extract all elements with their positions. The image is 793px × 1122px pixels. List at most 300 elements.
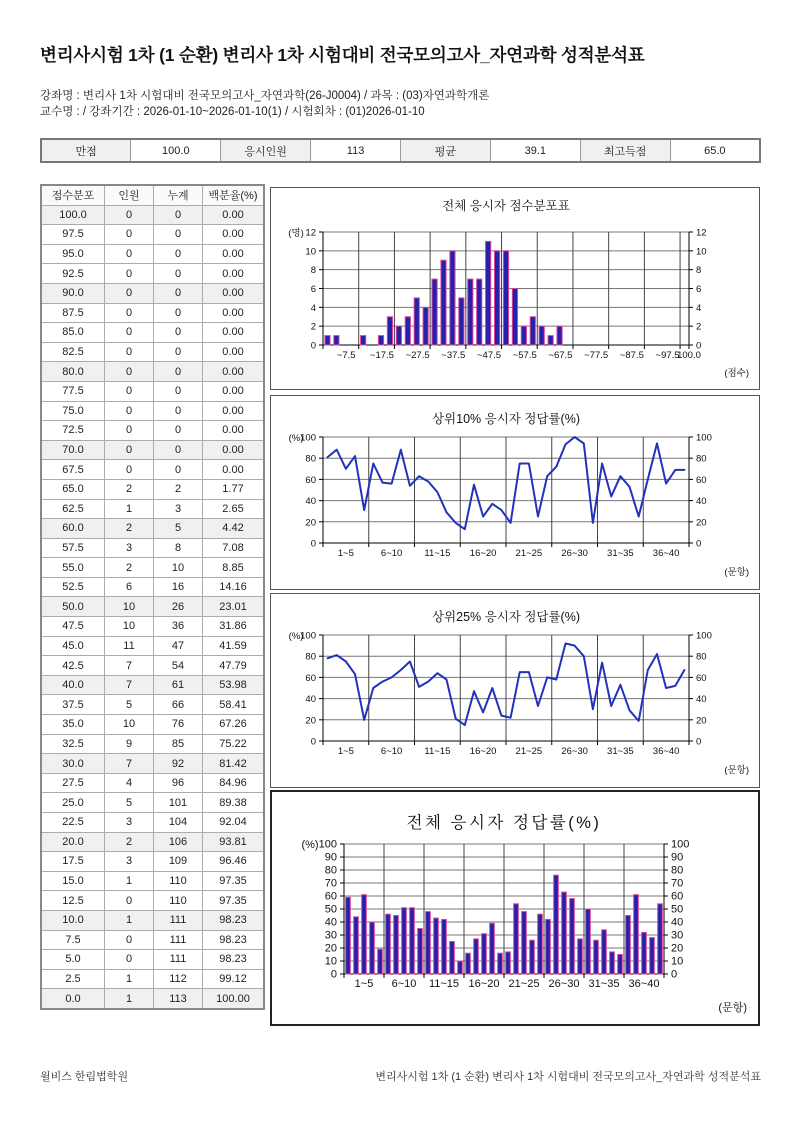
- score-table-cell: 5: [154, 519, 203, 539]
- svg-text:20: 20: [671, 942, 684, 955]
- score-table-cell: 92.04: [203, 813, 265, 833]
- score-table-cell: 0.00: [203, 381, 265, 401]
- bar: [626, 916, 631, 975]
- bar: [538, 914, 543, 974]
- bar: [658, 904, 663, 974]
- col-header-score-range: 점수분포: [41, 185, 105, 205]
- bar: [486, 241, 491, 345]
- y-unit-label: (%): [301, 839, 319, 851]
- bar: [477, 279, 482, 345]
- summary-label-top-score: 최고득점: [580, 139, 670, 162]
- svg-text:21~25: 21~25: [508, 978, 540, 990]
- score-table-row: [41, 891, 264, 911]
- score-table-cell: 0: [154, 460, 203, 480]
- score-table-cell: 4.42: [203, 519, 265, 539]
- bar: [441, 260, 446, 345]
- score-table-row: [41, 264, 264, 284]
- score-table-cell: 0: [154, 283, 203, 303]
- score-table-row: [41, 852, 264, 872]
- svg-text:~57.5: ~57.5: [512, 350, 537, 361]
- svg-text:0: 0: [310, 340, 316, 352]
- score-table-cell: 0: [105, 950, 154, 970]
- svg-text:11~15: 11~15: [428, 978, 460, 990]
- score-table-cell: 0: [105, 323, 154, 343]
- footer-academy-name: 윌비스 한림법학원: [40, 1071, 129, 1083]
- score-table-cell: 36: [154, 617, 203, 637]
- svg-text:16~20: 16~20: [469, 548, 497, 559]
- score-table-cell: 7: [105, 656, 154, 676]
- svg-text:4: 4: [310, 302, 316, 314]
- bar: [459, 298, 464, 345]
- score-table-cell: 3: [105, 813, 154, 833]
- bar: [578, 939, 583, 974]
- score-table-cell: 76: [154, 715, 203, 735]
- bar: [387, 317, 392, 345]
- svg-text:90: 90: [671, 851, 684, 864]
- svg-text:70: 70: [324, 877, 337, 890]
- score-table-cell: 9: [105, 734, 154, 754]
- score-table-cell: 10.0: [41, 910, 105, 930]
- vertical-gridlines: [369, 437, 644, 543]
- score-table-cell: 0: [154, 264, 203, 284]
- score-table-row: [41, 832, 264, 852]
- score-table-cell: 109: [154, 852, 203, 872]
- score-table-cell: 110: [154, 891, 203, 911]
- score-table-row: [41, 283, 264, 303]
- score-table-cell: 0: [154, 342, 203, 362]
- score-table-cell: 77.5: [41, 381, 105, 401]
- bar: [394, 916, 399, 975]
- summary-value-top-score: 65.0: [670, 139, 760, 162]
- bar: [334, 336, 339, 345]
- svg-text:80: 80: [696, 453, 707, 465]
- svg-text:~97.5: ~97.5: [655, 350, 680, 361]
- bar: [494, 251, 499, 345]
- bar: [362, 895, 367, 974]
- course-meta: [40, 89, 762, 120]
- svg-text:~87.5: ~87.5: [619, 350, 644, 361]
- score-table-row: [41, 499, 264, 519]
- score-table-cell: 97.35: [203, 871, 265, 891]
- score-table-cell: 99.12: [203, 969, 265, 989]
- exam-info-line: 교수명 : / 강좌기간 : 2026-01-10~2026-01-10(1) / 시험회차 : (01)2026-01-10: [40, 105, 425, 118]
- score-table-cell: 0: [105, 381, 154, 401]
- score-table-cell: 26: [154, 597, 203, 617]
- svg-text:~17.5: ~17.5: [369, 350, 394, 361]
- score-table-cell: 93.81: [203, 832, 265, 852]
- bars: [325, 241, 562, 345]
- bar: [548, 336, 553, 345]
- score-table-cell: 0: [154, 225, 203, 245]
- score-table-cell: 65.0: [41, 479, 105, 499]
- bar: [450, 251, 455, 345]
- y-unit-label: (%): [288, 433, 304, 444]
- score-table-row: [41, 754, 264, 774]
- score-table-cell: 20.0: [41, 832, 105, 852]
- score-table-cell: 0: [154, 440, 203, 460]
- score-table-cell: 106: [154, 832, 203, 852]
- score-table-cell: 0: [105, 440, 154, 460]
- score-table-cell: 5: [105, 793, 154, 813]
- score-table-row: [41, 636, 264, 656]
- bar: [474, 939, 479, 974]
- score-table-cell: 41.59: [203, 636, 265, 656]
- bar: [539, 326, 544, 345]
- score-table-cell: 0: [105, 401, 154, 421]
- summary-label-num-examinees: 응시인원: [221, 139, 311, 162]
- score-table-cell: 60.0: [41, 519, 105, 539]
- score-table-cell: 3: [105, 852, 154, 872]
- score-table-cell: 89.38: [203, 793, 265, 813]
- svg-text:40: 40: [696, 694, 707, 706]
- score-table-cell: 10: [105, 597, 154, 617]
- score-table-cell: 75.0: [41, 401, 105, 421]
- bar: [546, 919, 551, 974]
- bar: [432, 279, 437, 345]
- svg-text:21~25: 21~25: [515, 548, 543, 559]
- svg-text:70: 70: [671, 877, 684, 890]
- summary-label-average: 평균: [401, 139, 491, 162]
- svg-text:1~5: 1~5: [337, 746, 354, 757]
- summary-value-num-examinees: 113: [311, 139, 401, 162]
- bar: [490, 923, 495, 974]
- svg-text:60: 60: [696, 672, 707, 684]
- x-unit-label: (문항): [724, 567, 749, 578]
- bar: [512, 289, 517, 346]
- course-info-line: 강좌명 : 변리사 1차 시험대비 전국모의고사_자연과학(26-J0004) / 과목 : (03)자연과학개론: [40, 90, 490, 102]
- bar: [503, 251, 508, 345]
- bar: [586, 909, 591, 974]
- score-table-cell: 2.5: [41, 969, 105, 989]
- score-table-cell: 22.5: [41, 813, 105, 833]
- score-table-cell: 0: [105, 264, 154, 284]
- overall-accuracy-bar-chart: [272, 792, 760, 1024]
- svg-text:20: 20: [305, 715, 316, 727]
- svg-text:31~35: 31~35: [607, 746, 634, 757]
- score-table-cell: 98.23: [203, 950, 265, 970]
- score-table-cell: 30.0: [41, 754, 105, 774]
- score-table-row: [41, 773, 264, 793]
- score-table-cell: 0: [105, 362, 154, 382]
- score-table-cell: 42.5: [41, 656, 105, 676]
- svg-text:11~15: 11~15: [424, 746, 451, 757]
- chart-title: 상위10% 응시자 정답률(%): [431, 412, 581, 426]
- score-table-row: [41, 205, 264, 225]
- svg-text:6: 6: [310, 284, 316, 295]
- bar: [410, 908, 415, 974]
- chart-box-score-distribution: [270, 187, 760, 390]
- bar: [650, 938, 655, 974]
- score-table-cell: 67.26: [203, 715, 265, 735]
- score-table-cell: 2: [105, 479, 154, 499]
- svg-text:100.0: 100.0: [677, 350, 701, 361]
- score-table-cell: 113: [154, 989, 203, 1009]
- score-table-cell: 0: [105, 421, 154, 441]
- bar: [570, 899, 575, 974]
- svg-text:60: 60: [324, 890, 337, 903]
- score-table-cell: 97.5: [41, 225, 105, 245]
- score-table-cell: 112: [154, 969, 203, 989]
- svg-text:~37.5: ~37.5: [441, 350, 466, 361]
- score-table-cell: 11: [105, 636, 154, 656]
- svg-text:4: 4: [696, 302, 702, 314]
- score-table-cell: 16: [154, 577, 203, 597]
- score-table-cell: 0.00: [203, 244, 265, 264]
- svg-text:50: 50: [324, 903, 337, 916]
- bar: [554, 875, 559, 974]
- page-footer: [40, 1068, 761, 1084]
- bar: [442, 919, 447, 974]
- score-table-cell: 47.5: [41, 617, 105, 637]
- x-unit-label: (점수): [724, 368, 749, 379]
- bar: [634, 895, 639, 974]
- score-table-cell: 100.00: [203, 989, 265, 1009]
- score-table-row: [41, 950, 264, 970]
- score-table-cell: 98.23: [203, 910, 265, 930]
- svg-text:6~10: 6~10: [391, 978, 417, 990]
- score-table-cell: 67.5: [41, 460, 105, 480]
- score-table-cell: 2: [105, 558, 154, 578]
- svg-text:12: 12: [696, 227, 707, 239]
- score-table-cell: 12.5: [41, 891, 105, 911]
- bar: [370, 922, 375, 974]
- score-table-cell: 0: [105, 205, 154, 225]
- score-table-row: [41, 362, 264, 382]
- chart-box-top25-accuracy: [270, 593, 760, 788]
- score-table-row: [41, 323, 264, 343]
- score-table-row: [41, 871, 264, 891]
- svg-text:26~30: 26~30: [561, 746, 588, 757]
- score-table-row: [41, 244, 264, 264]
- svg-text:0: 0: [330, 968, 337, 981]
- score-table-cell: 0.0: [41, 989, 105, 1009]
- svg-text:1~5: 1~5: [354, 978, 374, 990]
- score-table-cell: 95.0: [41, 244, 105, 264]
- score-table-cell: 3: [154, 499, 203, 519]
- score-table-row: [41, 930, 264, 950]
- score-table-cell: 8: [154, 538, 203, 558]
- score-table-row: [41, 558, 264, 578]
- svg-text:26~30: 26~30: [561, 548, 588, 559]
- score-table-cell: 47.79: [203, 656, 265, 676]
- score-table-cell: 92: [154, 754, 203, 774]
- svg-text:100: 100: [696, 630, 712, 642]
- svg-text:100: 100: [318, 838, 337, 851]
- bar: [530, 317, 535, 345]
- summary-label-max-score: 만점: [41, 139, 131, 162]
- svg-text:1~5: 1~5: [337, 548, 354, 559]
- svg-text:50: 50: [671, 903, 684, 916]
- bar: [521, 326, 526, 345]
- col-header-percentile: 백분율(%): [203, 185, 265, 205]
- score-table-cell: 0: [154, 421, 203, 441]
- page-title: 변리사시험 1차 (1 순환) 변리사 1차 시험대비 전국모의고사_자연과학 성적분석표: [40, 45, 645, 65]
- svg-text:20: 20: [324, 942, 337, 955]
- score-table-cell: 98.23: [203, 930, 265, 950]
- score-table-cell: 82.5: [41, 342, 105, 362]
- score-table-cell: 5: [105, 695, 154, 715]
- bar: [423, 307, 428, 345]
- charts-column: [270, 187, 760, 1026]
- score-table-cell: 15.0: [41, 871, 105, 891]
- score-table-cell: 57.5: [41, 538, 105, 558]
- score-table-cell: 0: [105, 930, 154, 950]
- col-header-cumulative: 누계: [154, 185, 203, 205]
- score-distribution-histogram: [271, 188, 759, 389]
- svg-text:10: 10: [671, 955, 684, 968]
- bar: [378, 336, 383, 345]
- bar: [466, 953, 471, 974]
- svg-text:80: 80: [696, 651, 707, 663]
- bar: [498, 953, 503, 974]
- score-table-cell: 0: [105, 225, 154, 245]
- score-table-cell: 111: [154, 930, 203, 950]
- score-table-cell: 61: [154, 675, 203, 695]
- score-table-cell: 50.0: [41, 597, 105, 617]
- score-table-row: [41, 519, 264, 539]
- svg-text:0: 0: [696, 538, 702, 550]
- svg-text:12: 12: [305, 227, 316, 239]
- score-table-cell: 0.00: [203, 303, 265, 323]
- score-table-cell: 84.96: [203, 773, 265, 793]
- bar: [594, 940, 599, 974]
- svg-text:90: 90: [324, 851, 337, 864]
- svg-text:6~10: 6~10: [380, 548, 403, 559]
- score-table-cell: 0: [154, 362, 203, 382]
- svg-text:26~30: 26~30: [548, 978, 580, 990]
- bar: [418, 929, 423, 975]
- svg-text:60: 60: [671, 890, 684, 903]
- score-table-cell: 80.0: [41, 362, 105, 382]
- svg-text:100: 100: [300, 630, 316, 642]
- svg-text:16~20: 16~20: [468, 978, 500, 990]
- score-table-cell: 2: [105, 519, 154, 539]
- svg-text:0: 0: [310, 736, 316, 748]
- bar: [506, 952, 511, 974]
- score-table-cell: 0.00: [203, 205, 265, 225]
- score-table-cell: 10: [154, 558, 203, 578]
- score-table-cell: 0: [105, 283, 154, 303]
- score-table-cell: 2: [154, 479, 203, 499]
- svg-text:10: 10: [305, 246, 316, 258]
- chart-box-top10-accuracy: [270, 395, 760, 590]
- score-table-cell: 31.86: [203, 617, 265, 637]
- svg-text:6~10: 6~10: [380, 746, 403, 757]
- score-table-row: [41, 538, 264, 558]
- bar: [522, 912, 527, 974]
- svg-text:80: 80: [671, 864, 684, 877]
- score-table-row: [41, 989, 264, 1009]
- x-unit-label: (문항): [724, 765, 749, 776]
- svg-text:80: 80: [305, 651, 316, 663]
- score-table-cell: 45.0: [41, 636, 105, 656]
- score-table-cell: 104: [154, 813, 203, 833]
- score-table-cell: 10: [105, 617, 154, 637]
- score-table-row: [41, 225, 264, 245]
- score-table-cell: 0.00: [203, 362, 265, 382]
- score-table-cell: 0: [154, 205, 203, 225]
- score-table-cell: 32.5: [41, 734, 105, 754]
- score-table-cell: 0.00: [203, 440, 265, 460]
- score-table-cell: 47: [154, 636, 203, 656]
- summary-table: [40, 138, 761, 163]
- bar: [414, 298, 419, 345]
- score-table-cell: 90.0: [41, 283, 105, 303]
- score-table-cell: 111: [154, 910, 203, 930]
- score-table-cell: 53.98: [203, 675, 265, 695]
- score-table-cell: 8.85: [203, 558, 265, 578]
- score-table-row: [41, 597, 264, 617]
- bar: [434, 918, 439, 974]
- score-table-cell: 0: [105, 891, 154, 911]
- score-table-row: [41, 342, 264, 362]
- svg-text:40: 40: [305, 496, 316, 508]
- svg-text:0: 0: [696, 736, 702, 748]
- score-table-cell: 1: [105, 871, 154, 891]
- score-table-cell: 0.00: [203, 421, 265, 441]
- bar: [610, 952, 615, 974]
- bar: [405, 317, 410, 345]
- svg-text:40: 40: [324, 916, 337, 929]
- score-table-cell: 62.5: [41, 499, 105, 519]
- score-table-cell: 0: [105, 303, 154, 323]
- score-table-cell: 2.65: [203, 499, 265, 519]
- score-table-row: [41, 401, 264, 421]
- score-table-cell: 66: [154, 695, 203, 715]
- svg-text:16~20: 16~20: [469, 746, 497, 757]
- svg-text:10: 10: [324, 955, 337, 968]
- bar: [361, 336, 366, 345]
- score-table-row: [41, 793, 264, 813]
- score-distribution-table: [40, 184, 265, 1010]
- score-table-cell: 97.35: [203, 891, 265, 911]
- bar: [346, 897, 351, 974]
- score-table-cell: 96.46: [203, 852, 265, 872]
- chart-title: 전체 응시자 점수분포표: [442, 199, 570, 213]
- score-table-header-row: [41, 185, 264, 205]
- score-table-cell: 25.0: [41, 793, 105, 813]
- score-table-cell: 0.00: [203, 225, 265, 245]
- score-table-cell: 0: [154, 303, 203, 323]
- svg-text:~47.5: ~47.5: [477, 350, 502, 361]
- score-table-cell: 0: [154, 401, 203, 421]
- summary-value-max-score: 100.0: [131, 139, 221, 162]
- bar: [325, 336, 330, 345]
- svg-text:60: 60: [305, 672, 316, 684]
- score-table-cell: 0.00: [203, 264, 265, 284]
- score-table-cell: 0.00: [203, 323, 265, 343]
- svg-text:80: 80: [305, 453, 316, 465]
- svg-text:~27.5: ~27.5: [405, 350, 430, 361]
- score-table-row: [41, 734, 264, 754]
- score-table-cell: 35.0: [41, 715, 105, 735]
- y-unit-label: (명): [288, 228, 304, 239]
- score-table-row: [41, 479, 264, 499]
- score-table-cell: 92.5: [41, 264, 105, 284]
- score-table-cell: 7.5: [41, 930, 105, 950]
- svg-text:8: 8: [310, 265, 316, 277]
- score-table-cell: 1.77: [203, 479, 265, 499]
- score-table-cell: 0.00: [203, 460, 265, 480]
- bar: [602, 930, 607, 974]
- score-table-row: [41, 303, 264, 323]
- score-table-cell: 72.5: [41, 421, 105, 441]
- svg-text:2: 2: [696, 321, 702, 333]
- svg-text:6: 6: [696, 284, 702, 295]
- score-table-row: [41, 617, 264, 637]
- bar: [618, 955, 623, 975]
- score-table-cell: 0.00: [203, 342, 265, 362]
